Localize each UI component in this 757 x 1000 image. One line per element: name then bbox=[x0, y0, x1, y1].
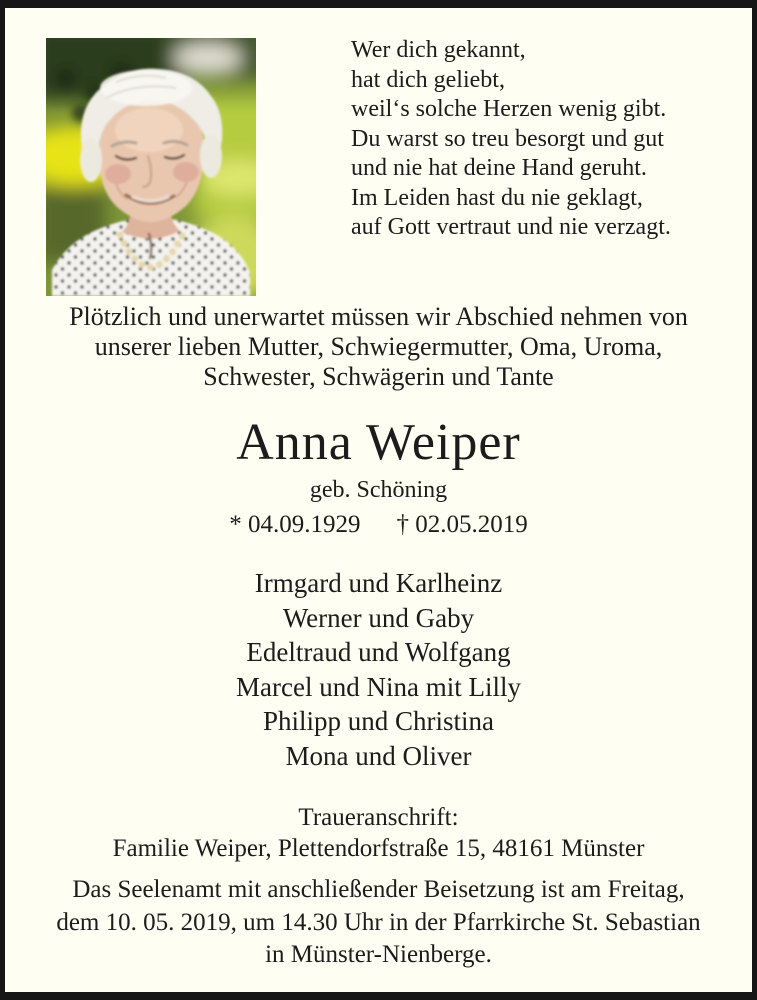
poem-line: Im Leiden hast du nie geklagt, bbox=[351, 184, 643, 211]
deceased-name: Anna Weiper bbox=[236, 414, 521, 471]
portrait-photo-illustration bbox=[46, 38, 256, 296]
address-label: Traueranschrift: bbox=[298, 804, 459, 831]
service-line: in Münster-Nienberge. bbox=[265, 941, 492, 968]
death-date: † 02.05.2019 bbox=[396, 511, 528, 538]
service-line: Das Seelenamt mit anschließender Beisetzung ist am Freitag, bbox=[72, 876, 685, 903]
intro-line: unserer lieben Mutter, Schwiegermutter, Oma, Uroma, bbox=[94, 332, 663, 361]
intro-line: Schwester, Schwägerin und Tante bbox=[203, 362, 554, 391]
poem-line: hat dich geliebt, bbox=[351, 66, 505, 93]
birth-date: * 04.09.1929 bbox=[229, 511, 361, 538]
poem-line: Wer dich gekannt, bbox=[351, 37, 526, 63]
intro-line: Plötzlich und unerwartet müssen wir Abschied nehmen von bbox=[69, 302, 688, 331]
mourner-line: Werner und Gaby bbox=[282, 602, 475, 633]
poem-line: auf Gott vertraut und nie verzagt. bbox=[351, 214, 671, 240]
mourner-line: Mona und Oliver bbox=[285, 740, 472, 771]
service-line: dem 10. 05. 2019, um 14.30 Uhr in der Pfarrkirche St. Sebastian bbox=[56, 908, 701, 936]
poem-line: und nie hat deine Hand geruht. bbox=[351, 155, 647, 181]
memorial-poem bbox=[351, 36, 671, 243]
mourners-list bbox=[0, 566, 757, 773]
maiden-name: geb. Schöning bbox=[309, 477, 448, 503]
poem-line: Du warst so treu besorgt und gut bbox=[351, 125, 664, 152]
intro-text bbox=[0, 302, 757, 392]
mourner-line: Philipp und Christina bbox=[262, 706, 495, 736]
mourner-line: Edeltraud und Wolfgang bbox=[246, 637, 511, 667]
address-line: Familie Weiper, Plettendorfstraße 15, 48161 Münster bbox=[112, 835, 645, 862]
service-info bbox=[0, 874, 757, 972]
address-block bbox=[0, 802, 757, 864]
mourner-line: Marcel und Nina mit Lilly bbox=[236, 671, 521, 702]
life-dates bbox=[0, 510, 757, 540]
portrait-photo bbox=[46, 38, 256, 296]
poem-line: weil‘s solche Herzen wenig gibt. bbox=[351, 96, 667, 122]
mourner-line: Irmgard und Karlheinz bbox=[254, 568, 503, 598]
